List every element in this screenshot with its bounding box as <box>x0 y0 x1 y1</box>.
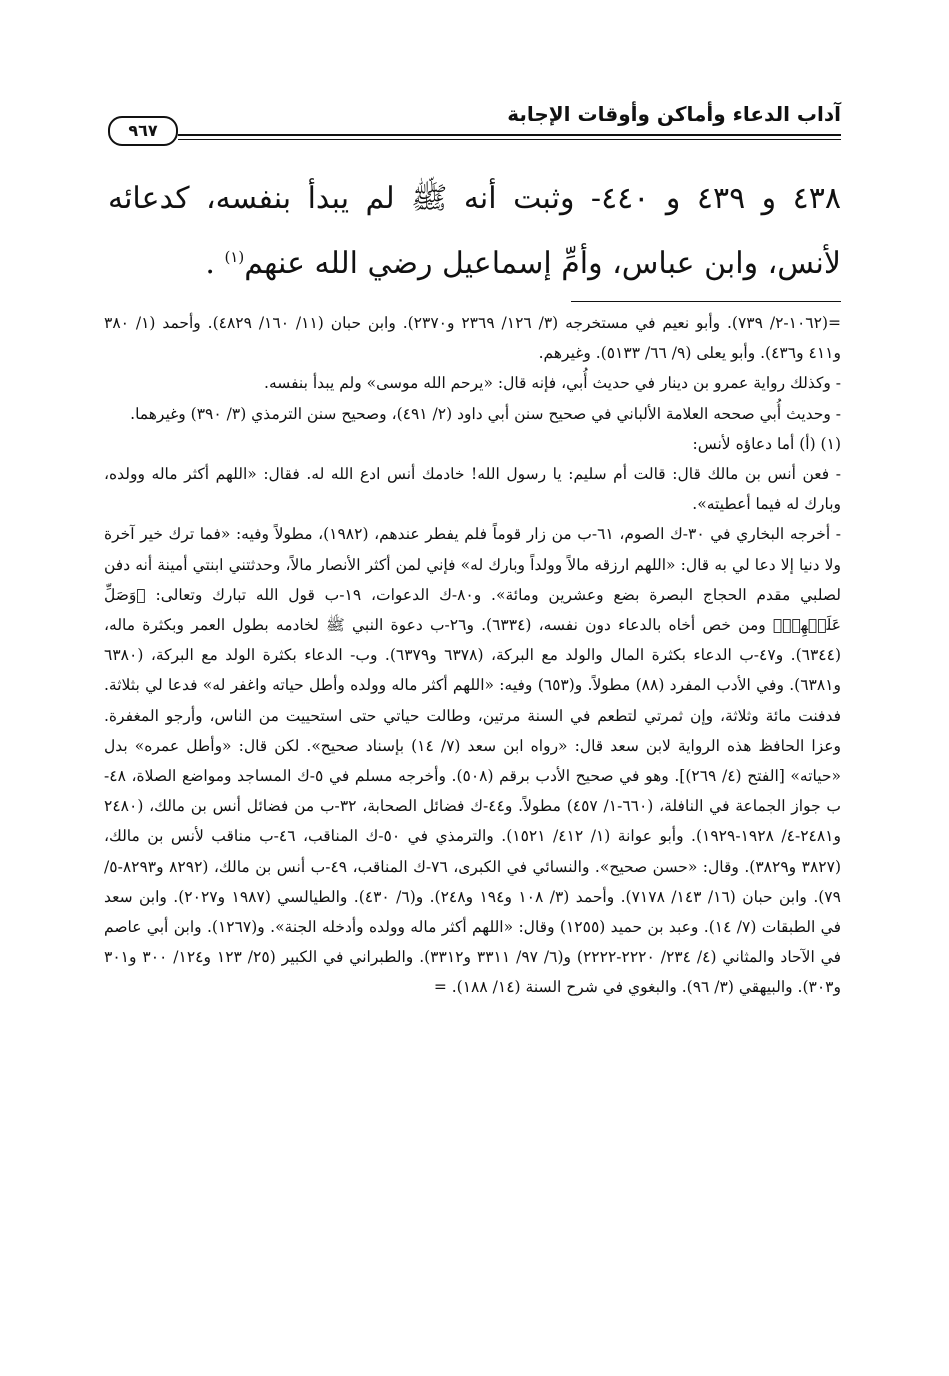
footnote-ref: (١) <box>224 248 245 266</box>
page-number: ٩٦٧ <box>108 116 178 146</box>
footnote-paragraph: - فعن أنس بن مالك قال: قالت أم سليم: يا رسول الله! خادمك أنس ادع الله له. فقال: «اللهم أكثر ماله وولده، وبارك له فيما أعطيته». <box>104 465 841 514</box>
main-text <box>108 170 841 293</box>
header-rule <box>178 134 841 136</box>
running-title: آداب الدعاء وأماكن وأوقات الإجابة <box>507 102 841 126</box>
main-paragraph-text: ٤٣٨ و ٤٣٩ و ٤٤٠- وثبت أنه ﷺ لم يبدأ بنفسه، كدعائه لأنس، وابن عباس، وأمِّ إسماعيل رضي الله عنهم <box>108 181 841 281</box>
footnote-separator <box>571 301 841 302</box>
footnote-paragraph: - وحديث أُبي صححه العلامة الألباني في صحيح سنن أبي داود (٢/ ٤٩١)، وصحيح سنن الترمذي (٣/ ٣٩٠) وغيرهما. <box>130 404 841 423</box>
footnote-heading: (١) (أ) أما دعاؤه لأنس: <box>692 434 841 453</box>
main-paragraph <box>108 170 841 293</box>
footnote-paragraph: - وكذلك رواية عمرو بن دينار في حديث أُبي، فإنه قال: «يرحم الله موسى» ولم يبدأ بنفسه. <box>264 374 841 393</box>
header-rule-thin <box>178 139 841 140</box>
footnote-paragraph: =(١٠٦٢-٢/ ٧٣٩). وأبو نعيم في مستخرجه (٣/ ١٢٦/ ٢٣٦٩ و٢٣٧٠). وابن حبان (١١/ ١٦٠/ ٤٨٢٩). وأحمد (١/ ٣٨٠ و٤١١ و٤٣٦). وأبو يعلى (٩/ ٦٦/ ٥١٣٣). وغيرهم. <box>104 314 841 363</box>
main-paragraph-end: . <box>205 246 215 281</box>
footnotes <box>104 308 841 1003</box>
footnote-paragraph: - أخرجه البخاري في ٣٠-ك الصوم، ٦١-ب من زار قوماً فلم يفطر عندهم، (١٩٨٢)، مطولاً وفيه: «فما ترك خير آخرة ولا دنيا إلا دعا لي به قال: «اللهم ارزقه مالاً وولداً وبارك له» فإني لمن أكثر الأنصار مالاً، وحدثتني ابنتي أمينة أنه دفن لصلبي مقدم الحجاج البصرة بضع وعشرين ومائة». و٨٠-ك الدعوات، ١٩-ب قول الله تبارك وتعالى: ﴿وَصَلِّ عَلَيۡهِمۡ﴾ ومن خص أخاه بالدعاء دون نفسه، (٦٣٣٤). و٢٦-ب دعوة النبي ﷺ لخادمه بطول العمر وبكثرة ماله، (٦٣٤٤). و٤٧-ب الدعاء بكثرة المال والولد مع البركة، (٦٣٧٨ و٦٣٧٩). وب- الدعاء بكثرة الولد مع البركة، (٦٣٨٠ و٦٣٨١). وفي الأدب المفرد (٨٨) مطولاً. و(٦٥٣) وفيه: «اللهم أكثر ماله وولده وأطل حياته واغفر له» فدعا لي بثلاثة. فدفنت مائة وثلاثة، وإن ثمرتي لتطعم في السنة مرتين، وطالت حياتي حتى استحييت من الناس، وأرجو المغفرة. وعزا الحافظ هذه الرواية لابن سعد قال: «رواه ابن سعد (٧/ ١٤) بإسناد صحيح». لكن قال: «وأطل عمره» بدل «حياته» [الفتح (٤/ ٢٦٩)]. وهو في صحيح الأدب برقم (٥٠٨). وأخرجه مسلم في ٥-ك المساجد ومواضع الصلاة، ٤٨-ب جواز الجماعة في النافلة، (٦٦٠-١/ ٤٥٧) مطولاً. و٤٤-ك فضائل الصحابة، ٣٢-ب من فضائل أنس بن مالك، (٢٤٨٠ و٢٤٨١-٤/ ١٩٢٨-١٩٢٩). وأبو عوانة (١/ ٤١٢/ ١٥٢١). والترمذي في ٥٠-ك المناقب، ٤٦-ب مناقب لأنس بن مالك، (٣٨٢٧ و٣٨٢٩). وقال: «حسن صحيح». والنسائي في الكبرى، ٧٦-ك المناقب، ٤٩-ب أنس بن مالك، (٨٢٩٢ و٨٢٩٣-٥/ ٧٩). وابن حبان (١٦/ ١٤٣/ ٧١٧٨). وأحمد (٣/ ١٠٨ و١٩٤ و٢٤٨). و(٦/ ٤٣٠). والطيالسي (١٩٨٧ و٢٠٢٧). وابن سعد في الطبقات (٧/ ١٤). وعبد بن حميد (١٢٥٥) وقال: «اللهم أكثر ماله وولده وأدخله الجنة». و(١٢٦٧). وابن أبي عاصم في الآحاد والمثاني (٤/ ٢٣٤/ ٢٢٢٠-٢٢٢٢) و(٦/ ٩٧/ ٣٣١١ و٣٣١٢). والطبراني في الكبير (٢٥/ ١٢٣ و١٢٤/ ٣٠٠ و٣٠١ و٣٠٣). والبيهقي (٣/ ٩٦). والبغوي في شرح السنة (١٤/ ١٨٨). = <box>104 525 842 997</box>
page-header <box>108 100 841 148</box>
